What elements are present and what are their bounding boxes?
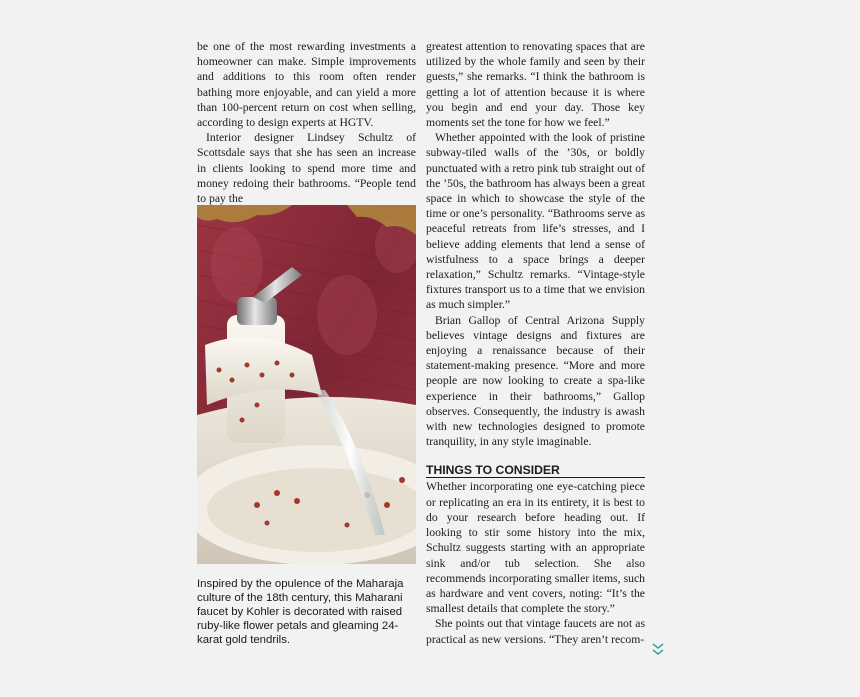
left-column — [197, 39, 416, 206]
right-column — [426, 39, 645, 647]
left-paragraph-1: be one of the most rewarding investments a homeowner can make. Simple improvements and additions to this room often render bathing more enjoyable, and can yield a more than 100-percent return on cost when selling, according to design experts at HGTV. — [197, 40, 416, 130]
right-paragraph-2: Whether appointed with the look of pristine subway-tiled walls of the ’30s, or boldly punctuated with a retro pink tub straight out of the ’50s, the bathroom has always been a great space in which to showcase the style of the time or one’s personality. “Bathrooms serve as peaceful retreats from life’s stresses, and I believe adding elements that lend a sense of wistfulness to a space brings a deeper relaxation,” Schultz remarks. “Vintage-style fixtures transport us to a time that we envision as much simpler.” — [426, 131, 645, 312]
right-paragraph-4: Whether incorporating one eye-catching piece or replicating an era in its entirety, it is best to do your research before heading out. If looking to stir some history into the mix, Schultz suggests starting with an appropriate sink and/or tub selection. She also recommends incorporating smaller items, such as hardware and vent covers, noting: “It’s the smallest details that complete the story.” — [426, 480, 645, 616]
section-heading: THINGS TO CONSIDER — [426, 463, 645, 478]
right-paragraph-1: greatest attention to renovating spaces that are utilized by the whole family and seen by their guests,” she remarks. “I think the bathroom is getting a lot of attention because it is where you begin and end your day. Those key moments set the tone for how we feel.” — [426, 40, 645, 130]
right-paragraph-5: She points out that vintage faucets are not as practical as new versions. “They aren’t recom- — [426, 617, 645, 646]
right-paragraph-3: Brian Gallop of Central Arizona Supply believes vintage designs and fixtures are enjoying a renaissance because of their statement-making presence. “More and more people are now looking to create a spa-like experience in their bathrooms,” Gallop observes. Consequently, the industry is awash with new technologies designed to promote tranquility, in any style imaginable. — [426, 313, 645, 449]
faucet-photo — [197, 205, 416, 564]
photo-caption: Inspired by the opulence of the Maharaja culture of the 18th century, this Maharani faucet by Kohler is decorated with raised ruby-like flower petals and gleaming 24-karat gold tendrils. — [197, 578, 404, 646]
chevron-double-down-icon[interactable] — [650, 641, 666, 657]
left-paragraph-2: Interior designer Lindsey Schultz of Scottsdale says that she has seen an increase in clients looking to spend more time and money redoing their bathrooms. “People tend to pay the — [197, 131, 416, 206]
